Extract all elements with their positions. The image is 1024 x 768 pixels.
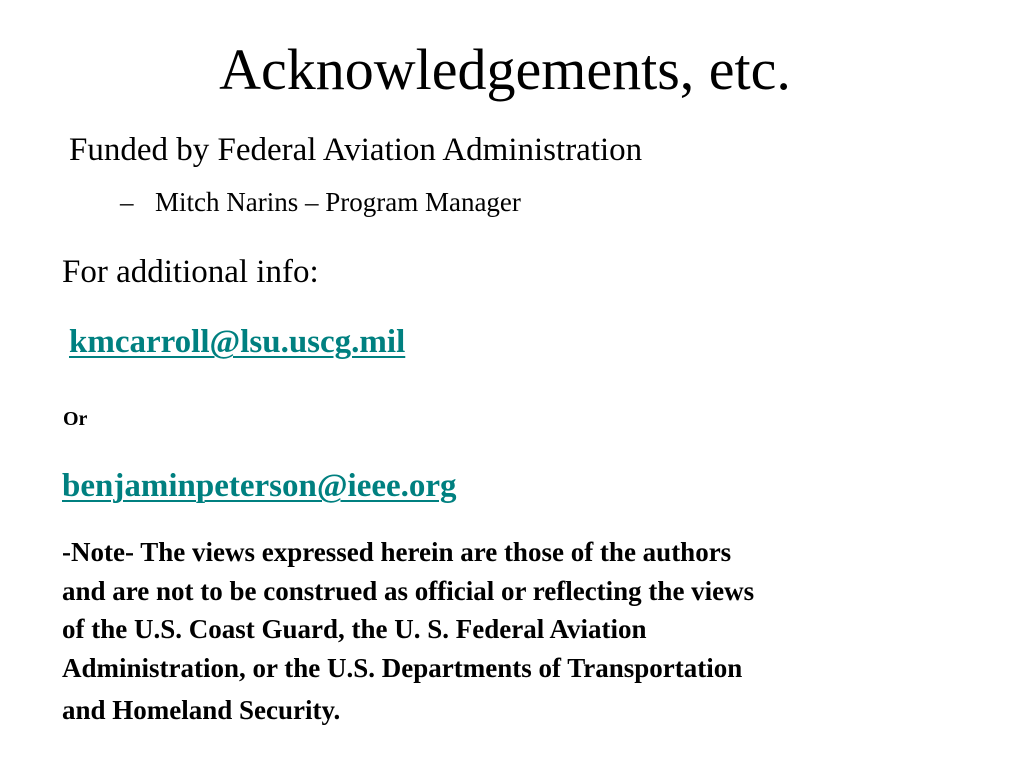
disclaimer-note xyxy=(62,533,962,730)
note-line: and Homeland Security. xyxy=(62,695,341,725)
note-line: Administration, or the U.S. Departments of Transportation xyxy=(62,652,743,683)
bullet-dash: – xyxy=(120,187,134,217)
note-line: and are not to be construed as official or reflecting the views xyxy=(62,575,755,606)
program-manager-text: Mitch Narins – Program Manager xyxy=(155,187,521,217)
note-line: -Note- The views expressed herein are those of the authors xyxy=(62,537,732,567)
funding-statement: Funded by Federal Aviation Administration xyxy=(69,132,643,168)
slide-title: Acknowledgements, etc. xyxy=(219,37,791,102)
or-label: Or xyxy=(63,408,88,430)
email-link-secondary[interactable]: benjaminpeterson@ieee.org xyxy=(62,468,457,504)
additional-info-label: For additional info: xyxy=(62,254,319,290)
note-line: of the U.S. Coast Guard, the U. S. Federal Aviation xyxy=(62,614,647,644)
email-link-primary[interactable]: kmcarroll@lsu.uscg.mil xyxy=(69,324,406,360)
program-manager-bullet xyxy=(120,184,521,220)
